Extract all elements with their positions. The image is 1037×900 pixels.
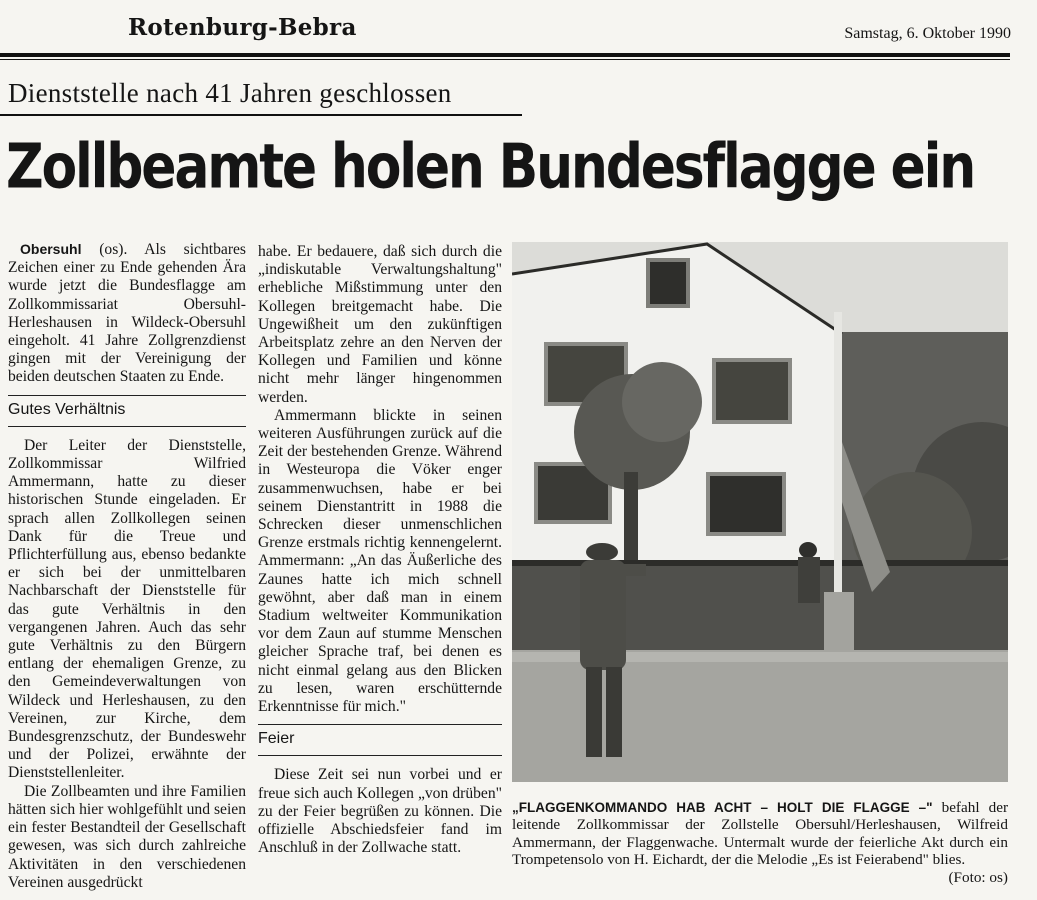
subhead-block-2 bbox=[258, 724, 502, 756]
masthead bbox=[0, 0, 1037, 62]
article-kicker: Dienststelle nach 41 Jahren geschlossen bbox=[8, 78, 452, 108]
photo-credit: (Foto: os) bbox=[948, 868, 1008, 886]
body-paragraph: Ammermann blickte in seinen weiteren Ausführungen zurück auf die Zeit der bestehenden Grenze. Während in Westeuropa die Vöker enger zusammenwuchsen, habe er bei seinem Dienstantritt in 1988 die Schrecken dieser unmenschlichen Grenze erstmals richtig kennengelernt. Ammermann: „An das Äußerliche des Zaunes hatte ich mich schnell gewöhnt, aber daß man in einem Stadium weltweiter Kommunikation vor dem Zaun auf stumme Menschen gleicher Sprache traf, bei denen es nicht einmal gelang aus den Blicken zu lesen, waren erschütternde Erkenntnisse für mich." bbox=[258, 406, 502, 716]
article-photo bbox=[512, 242, 1008, 782]
subhead: Gutes Verhältnis bbox=[8, 400, 126, 418]
caption-lead: „FLAGGENKOMMANDO HAB ACHT – HOLT DIE FLAGGE –" bbox=[512, 800, 933, 815]
body-paragraph: Die Zollbeamten und ihre Familien hätten sich hier wohlgefühlt und seien ein fester Bestandteil der Gesellschaft gewesen, was sich durch zahlreiche Aktivitäten in den verschiedenen Vereinen ausgedrückt bbox=[8, 782, 246, 891]
dateline: Obersuhl bbox=[20, 241, 82, 257]
masthead-rule-thick bbox=[0, 53, 1010, 57]
lead-text: (os). Als sichtbares Zeichen einer zu Ende gehenden Ära wurde jetzt die Bundesflagge am Zollkommissariat Obersuhl-Herleshausen in Wildeck-Obersuhl eingeholt. 41 Jahre Zollgrenzdienst gingen mit der Vereinigung der beiden deutschen Staaten zu Ende. bbox=[8, 241, 246, 386]
body-paragraph: Der Leiter der Dienststelle, Zollkommissar Wilfried Ammermann, hatte zu dieser historischen Stunde eingeladen. Er sprach allen Zollkollegen seinen Dank für die Treue und Pflichterfüllung aus, ebenso bedankte er sich bei der unmittelbaren Nachbarschaft der Dienststelle für das gute Verhältnis in den vergangenen Jahren. Auch das sehr gute Verhältnis zu den Bürgern entlang der ehemaligen Grenze, zu den Gemeindeverwaltungen von Wildeck und Herleshausen, zu den Vereinen, zur Kirche, dem Bundesgrenzschutz, der Bundeswehr und der Polizei, erwähnte der Dienststellenleiter. bbox=[8, 436, 246, 782]
body-paragraph: Diese Zeit sei nun vorbei und er freue sich auch Kollegen „von drüben" zu der Feier begrüßen zu können. Die offizielle Abschiedsfeier fand im Anschluß in der Zollwache statt. bbox=[258, 766, 502, 857]
subhead-rule bbox=[8, 426, 246, 427]
photo-caption bbox=[512, 799, 1008, 886]
text-column-1 bbox=[8, 240, 246, 892]
caption-text: befahl der leitende Zollkommissar der Zollstelle Obersuhl/Herleshausen, Wilfreid Ammermann, der Flaggenwache. Untermalt wurde der feierliche Akt durch ein Trompetensolo von H. Eichardt, der die Melodie „Es ist Feierabend" blies. bbox=[512, 799, 1008, 869]
subhead-block-1 bbox=[8, 395, 246, 427]
subhead-rule bbox=[258, 755, 502, 756]
subhead: Feier bbox=[258, 730, 295, 748]
text-column-2 bbox=[258, 243, 502, 858]
lead-paragraph bbox=[8, 240, 246, 387]
issue-date: Samstag, 6. Oktober 1990 bbox=[844, 25, 1011, 42]
kicker-underline bbox=[0, 114, 522, 116]
body-paragraph: habe. Er bedauere, daß sich durch die „indiskutable Verwaltungshaltung" erhebliche Mißstimmung unter den Kollegen breitgemacht habe. Die Ungewißheit um den zukünftigen Arbeitsplatz zehre an den Nerven der Kollegen und Familien und könne nicht mehr länger hingenommen werden. bbox=[258, 243, 502, 406]
masthead-rule-thin bbox=[0, 59, 1010, 60]
article-headline: Zollbeamte holen Bundesflagge ein bbox=[6, 132, 975, 203]
newspaper-name: Rotenburg-Bebra bbox=[128, 14, 357, 41]
